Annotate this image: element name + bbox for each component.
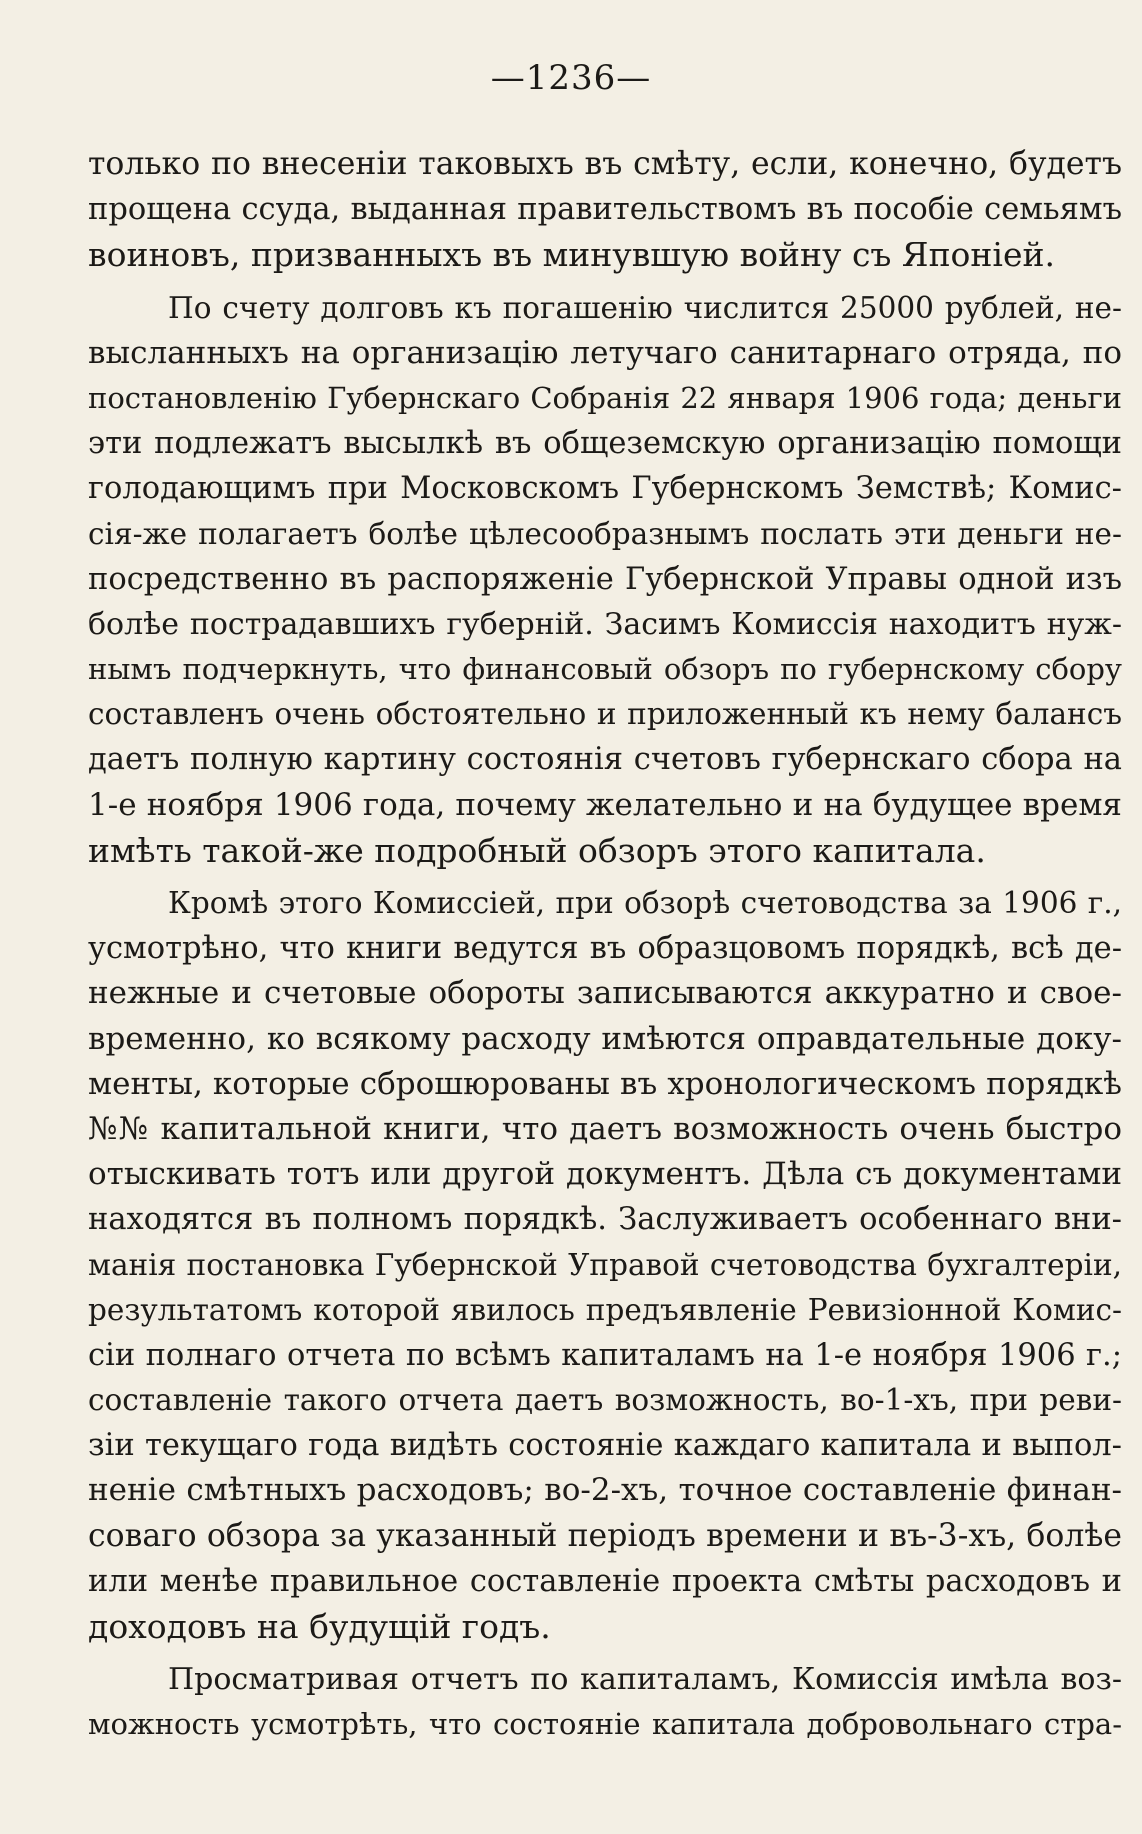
text-line: Кромѣ этого Комиссіей, при обзорѣ счетоводства за 1906 г., xyxy=(168,886,1122,920)
text-line: эти подлежатъ высылкѣ въ общеземскую организацію помощи xyxy=(88,426,1122,462)
text-line: имѣть такой-же подробный обзоръ этого капитала. xyxy=(88,830,986,870)
paragraph xyxy=(88,1657,1122,1747)
paragraph xyxy=(88,286,1122,873)
text-line: результатомъ которой явилось предъявленіе Ревизіонной Комис- xyxy=(88,1292,1122,1327)
text-line: нежные и счетовые обороты записываются аккуратно и свое- xyxy=(88,975,1122,1012)
text-line: временно, ко всякому расходу имѣются оправдательные доку- xyxy=(88,1020,1122,1057)
text-line: высланныхъ на организацію летучаго санитарнаго отряда, по xyxy=(88,334,1122,371)
body-text xyxy=(88,142,1122,1748)
text-line: соваго обзора за указанный періодъ времени и въ-3-хъ, болѣе xyxy=(88,1517,1122,1554)
text-line: постановленію Губернскаго Собранія 22 января 1906 года; деньги xyxy=(88,380,1122,415)
text-line: нымъ подчеркнуть, что финансовый обзоръ по губернскому сбору xyxy=(88,652,1122,687)
text-line: манія постановка Губернской Управой счетоводства бухгалтеріи, xyxy=(88,1247,1122,1282)
text-line: или менѣе правильное составленіе проекта смѣты расходовъ и xyxy=(88,1563,1122,1599)
text-line: даетъ полную картину состоянія счетовъ губернскаго сбора на xyxy=(88,742,1122,778)
text-line: неніе смѣтныхъ расходовъ; во-2-хъ, точное составленіе финан- xyxy=(88,1472,1122,1509)
text-line: 1-е ноября 1906 года, почему желательно и на будущее время xyxy=(88,786,1122,823)
page-number: —1236— xyxy=(490,58,652,98)
text-line: прощена ссуда, выданная правительствомъ въ пособіе семьямъ xyxy=(88,192,1122,228)
text-line: воиновъ, призванныхъ въ минувшую войну съ Японіей. xyxy=(88,235,1055,275)
paragraph xyxy=(88,881,1122,1649)
text-line: зіи текущаго года видѣть состояніе каждаго капитала и выпол- xyxy=(88,1428,1122,1464)
text-line: только по внесеніи таковыхъ въ смѣту, если, конечно, будетъ xyxy=(88,146,1122,182)
text-line: №№ капитальной книги, что даетъ возможность очень быстро xyxy=(88,1110,1122,1147)
text-line: посредственно въ распоряженіе Губернской Управы одной изъ xyxy=(88,561,1122,597)
text-line: Просматривая отчетъ по капиталамъ, Комиссія имѣла воз- xyxy=(168,1662,1122,1698)
text-line: находятся въ полномъ порядкѣ. Заслуживаетъ особеннаго вни- xyxy=(88,1202,1122,1238)
text-line: менты, которые сброшюрованы въ хронологическомъ порядкѣ xyxy=(88,1065,1122,1102)
text-line: отыскивать тотъ или другой документъ. Дѣла съ документами xyxy=(88,1156,1122,1193)
text-line: можность усмотрѣть, что состояніе капитала добровольнаго стра- xyxy=(88,1707,1122,1742)
paragraph xyxy=(88,142,1122,278)
text-line: голодающимъ при Московскомъ Губернскомъ Земствѣ; Комис- xyxy=(88,471,1122,507)
text-line: сіи полнаго отчета по всѣмъ капиталамъ на 1-е ноября 1906 г.; xyxy=(88,1337,1122,1373)
text-line: доходовъ на будущій годъ. xyxy=(88,1607,551,1646)
text-line: болѣе пострадавшихъ губерній. Засимъ Комиссія находитъ нуж- xyxy=(88,606,1122,642)
text-line: составленъ очень обстоятельно и приложенный къ нему балансъ xyxy=(88,697,1122,732)
text-line: сія-же полагаетъ болѣе цѣлесообразнымъ послать эти деньги не- xyxy=(88,516,1122,551)
text-line: По счету долговъ къ погашенію числится 25000 рублей, не- xyxy=(168,290,1122,325)
text-line: составленіе такого отчета даетъ возможность, во-1-хъ, при реви- xyxy=(88,1383,1122,1418)
text-line: усмотрѣно, что книги ведутся въ образцовомъ порядкѣ, всѣ де- xyxy=(88,931,1122,967)
